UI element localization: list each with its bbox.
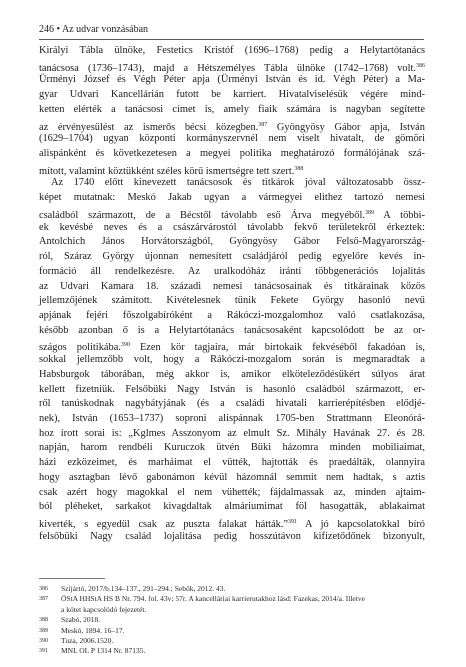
footnote-text: MNL OL P 1314 Nr. 87135. [61,646,146,656]
line-text: később azonban ő is a Helytartótanács tanácsosaként kapcsolódott be az or- [39,324,425,336]
body-text [39,44,425,544]
footnote-number: 389 [39,627,48,634]
footnote [39,615,425,625]
line-text: nek), István (1653–1737) soproni alispánnak 1705-ben Strattmann Eleonórá- [39,412,425,424]
footnote [39,605,425,615]
line-text: Antolchich János Horvátországból, Gyöngyösy Gábor Felső-Magyarország- [39,236,425,248]
text-line [39,412,425,427]
header-rule [39,39,424,40]
footnote-number [39,605,61,615]
line-text: családból származott, de a Bécstől távolabb eső Árva megyéből. [39,209,365,221]
footnote-ref[interactable]: 386 [416,62,425,69]
footnote-number: 386 [39,586,48,592]
line-text-continued: Ezen kör tagjaira, már birtokaik fekvéséből fakadóan is, [129,342,425,354]
text-line [39,206,425,221]
text-line [39,176,425,191]
text-line [39,456,425,471]
line-text: az érvényesülést az ismerős bécsi közegben. [39,121,259,133]
line-text: apjának fejéri főszolgabíróként a Rákóczi-mozgalomhoz való csatlakozása, [39,309,425,321]
text-line [39,500,425,515]
footnote-text: Szijártó, 2017/b.134–137., 291–294.; Sebők, 2012. 43. [61,584,226,593]
text-line [39,441,425,456]
text-line [39,162,425,177]
footnote [39,594,425,604]
line-text: Habsburgok táborában, még akkor is, amikor elköteleződésükért súlyos árat [39,368,425,380]
text-line [39,88,425,103]
text-line [39,353,425,368]
footnote-ref[interactable]: 390 [120,342,130,349]
line-text: hoz írott sorai is: „Kglmes Asszonyom az elmult Sz. Mihály Havának 27. és 28. [39,427,425,439]
text-line [39,280,425,295]
text-line [39,294,425,309]
text-line [39,309,425,324]
footnote-ref[interactable]: 388 [294,165,304,172]
footnote-text: Szabó, 2018. [61,615,100,625]
line-text: csak azért hogy magokkal el nem vühették; fájdalmassak az, minden ajtaim- [39,486,425,498]
footnote [39,626,425,636]
footnote-text: a kötet kapcsolódó fejezetét. [61,604,147,614]
footnotes [39,584,425,657]
text-line [39,103,425,118]
line-text: hogy asztagban lévő gabonámon kévül házomnál semmit nem hadtak, s aztis [39,471,425,483]
line-text: ről tanúskodnak nagybátyjának (és a családi hivatali karrierépítésben elődjé- [39,398,425,410]
text-line [39,235,425,250]
line-text: sokkal jellemzőbb volt, hogy a Rákóczi-mozgalom során is megmaradtak a [39,354,425,366]
line-text: ek kevésbé neves és a császárvárostól távolabb fekvő területekről érkeztek: [39,221,425,233]
text-line [39,486,425,501]
line-text: mított, valamint köztükként széles körű ismertségre tett szert. [39,165,295,177]
line-text: felsőbüki Nagy család lojalitása pedig hosszútávon kifizetődőnek bizonyult, [39,530,425,542]
line-text: ból pléheket, sarkakot kivagdaltak almáriumimat föl hasogatták, ablakaimat [39,501,425,513]
footnote [39,584,425,594]
text-line [39,515,425,530]
footnote-ref[interactable]: 391 [288,519,298,525]
text-line [39,383,425,398]
text-line [39,250,425,265]
footnote [39,636,425,646]
line-text: napján, harom rendbéli Kuruczok ütvén Büki házomra minden mobiliaimat, [39,442,425,454]
footnote-text: Meskó, 1894. 16–17. [61,625,125,635]
line-text: kellett fizetniük. Felsőbüki Nagy István is hasonló családból származott, er- [39,383,425,395]
line-text: gyar Udvari Kancellárián futott be karriert. Hivatalviselésük végére mind- [39,89,425,101]
text-line [39,427,425,442]
footnote-number: 387 [39,596,48,603]
line-text-continued: A jó kapcsolatokkal bíró [297,519,425,530]
line-text: ról, Száraz György újonnan nemesített családjáról pedig egyelőre kevés in- [39,251,425,263]
running-head: 246 • Az udvar vonzásában [39,24,149,35]
text-line [39,147,425,162]
text-line [39,324,425,339]
text-line [39,44,425,59]
text-line [39,118,425,133]
line-text: házi ezközeimet, és marháimat el vütték, hajtották és praedálták, olannyira [39,457,425,469]
footnote-ref[interactable]: 387 [258,121,268,128]
line-text: jellemzőjének számított. Kivételesnek tűnik Fekete György hasonló nevű [39,295,425,307]
text-line [39,191,425,206]
line-text: Királyi Tábla ülnöke, Festetics Kristóf (1696–1768) pedig a Helytartótanács [39,45,425,56]
line-text: Az 1740 előtt kinevezett tanácsosok és titkárok jóval változatosabb össz- [51,177,425,189]
footnote [39,646,425,656]
footnote-ref[interactable]: 389 [364,209,374,216]
text-line [39,338,425,353]
text-line [39,73,425,88]
line-text: az Udvari Kamara 18. századi nemesi tanácsosainak és titkárainak közös [39,280,425,292]
text-line [39,221,425,236]
footnote-text: Tuza, 2006.1520. [61,636,114,646]
footnote-text: ÖStA HHStA HS B Nr. 794. fol. 43v; 57r. A kancelláriai karrierutakhoz lásd: Fazekas, 2014/a. Illetve [61,594,365,604]
line-text: (1629–1704) ugyan központi kormányszervnél nem viselt hivatalt, de gömöri [39,133,425,145]
line-text: ketten elérték a tanácsosi címet is, amely fiaik számára is nagyban segítette [39,103,425,115]
line-text-continued: Gyöngyösy Gábor apja, István [267,121,425,133]
text-line [39,59,425,74]
line-text: képet mutatnak: Meskó Jakab ugyan a vármegyei elithez tartozó nemesi [39,192,425,204]
line-text: Ürményi József és Végh Péter apja (Ürményi István és id. Végh Péter) a Ma- [39,74,425,86]
line-text-continued: A többi- [373,209,425,221]
line-text: szágos politikába. [39,342,121,354]
footnote-number: 390 [39,638,48,645]
text-line [39,471,425,486]
line-text: alispánként és következetesen a megyei politika meghatározó formálójának szá- [39,148,425,160]
line-text: tanácsosa (1736–1743), majd a Hétszemélyes Tábla ülnöke (1742–1768) volt. [39,62,416,74]
text-line [39,530,425,545]
text-line [39,265,425,280]
footnote-number: 391 [39,648,48,655]
text-line [39,132,425,147]
text-line [39,368,425,383]
footnote-rule [39,578,105,579]
text-line [39,397,425,412]
line-text: kiverték, s egyedül csak az puszta falakat hátták.” [39,519,289,530]
line-text: formáció áll rendelkezésre. Az uralkodóház iránti többgenerációs lojalitás [39,265,425,277]
footnote-number: 388 [39,617,48,624]
